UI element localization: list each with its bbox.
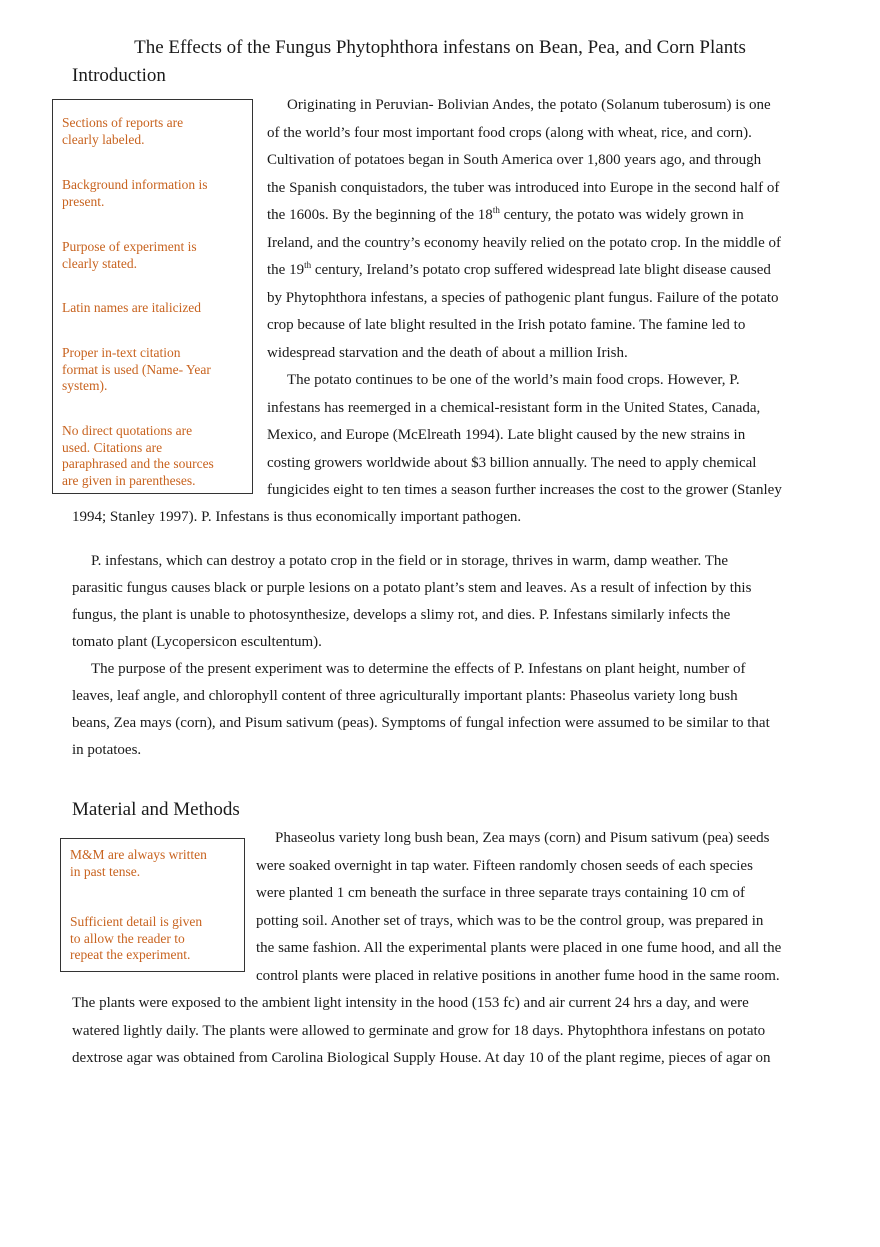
intro-paragraph-line: the Spanish conquistadors, the tuber was introduced into Europe in the second half of xyxy=(267,179,780,196)
margin-note-line: Sections of reports are xyxy=(62,115,184,130)
margin-note-box-intro xyxy=(52,99,253,494)
margin-note-line: in past tense. xyxy=(70,863,141,879)
margin-note-line: Background information is xyxy=(62,177,208,192)
margin-note-line: present. xyxy=(62,193,105,209)
margin-note-line: to allow the reader to xyxy=(70,930,185,946)
intro-paragraph-line: P. infestans, which can destroy a potato crop in the field or in storage, thrives in warm, damp weather. The xyxy=(91,553,729,569)
margin-note-line: paraphrased and the sources xyxy=(62,456,214,471)
margin-note-box-methods xyxy=(60,838,245,972)
document-title: The Effects of the Fungus Phytophthora infestans on Bean, Pea, and Corn Plants xyxy=(134,37,746,58)
intro-paragraph-line: infestans has reemerged in a chemical-resistant form in the United States, Canada, xyxy=(267,399,761,416)
intro-paragraph-line: costing growers worldwide about $3 billion annually. The need to apply chemical xyxy=(267,454,757,471)
methods-paragraph-line: the same fashion. All the experimental plants were placed in one fume hood, and all the xyxy=(256,940,782,956)
intro-paragraph-line: widespread starvation and the death of about a million Irish. xyxy=(267,344,628,361)
methods-paragraph-line: The plants were exposed to the ambient light intensity in the hood (153 fc) and air current 24 hrs a day, and were xyxy=(72,995,749,1011)
intro-paragraph-line: by Phytophthora infestans, a species of pathogenic plant fungus. Failure of the potato xyxy=(267,289,779,306)
methods-paragraph-line: control plants were placed in relative positions in another fume hood in the same room. xyxy=(256,967,780,984)
margin-note-line: M&M are always written xyxy=(70,847,207,862)
heading-materials-methods: Material and Methods xyxy=(72,799,240,820)
intro-paragraph-line: Mexico, and Europe (McElreath 1994). Late blight caused by the new strains in xyxy=(267,427,746,443)
margin-note-line: No direct quotations are xyxy=(62,423,193,438)
methods-paragraph-line: potting soil. Another set of trays, which was to be the control group, was prepared in xyxy=(256,912,764,929)
methods-paragraph-line: were soaked overnight in tap water. Fifteen randomly chosen seeds of each species xyxy=(256,857,753,874)
margin-note-line: system). xyxy=(62,378,108,393)
margin-note-line: clearly stated. xyxy=(62,255,137,271)
intro-paragraph-line: the 19th century, Ireland’s potato crop suffered widespread late blight disease caused xyxy=(267,260,771,278)
intro-paragraph-line: The potato continues to be one of the world’s main food crops. However, P. xyxy=(287,372,740,388)
intro-paragraph-line: leaves, leaf angle, and chlorophyll content of three agriculturally important plants: Phaseolus variety long bush xyxy=(72,688,738,704)
intro-paragraph-line: Ireland, and the country’s economy heavily relied on the potato crop. In the middle of xyxy=(267,234,782,251)
intro-paragraph-line: 1994; Stanley 1997). P. Infestans is thus economically important pathogen. xyxy=(72,509,522,525)
methods-paragraph-line: dextrose agar was obtained from Carolina Biological Supply House. At day 10 of the plant regime, pieces of agar on xyxy=(72,1050,771,1066)
margin-note-line: Sufficient detail is given xyxy=(70,914,203,929)
methods-paragraph-line: Phaseolus variety long bush bean, Zea mays (corn) and Pisum sativum (pea) seeds xyxy=(275,830,770,846)
methods-paragraph-line: were planted 1 cm beneath the surface in three separate trays containing 10 cm of xyxy=(256,885,745,901)
margin-note-line: Proper in-text citation xyxy=(62,345,181,360)
intro-paragraph-line: the 1600s. By the beginning of the 18th century, the potato was widely grown in xyxy=(267,205,744,223)
intro-paragraph-line: beans, Zea mays (corn), and Pisum sativum (peas). Symptoms of fungal infection were assumed to be similar to that xyxy=(72,715,770,731)
margin-note-line: Purpose of experiment is xyxy=(62,239,197,254)
heading-introduction: Introduction xyxy=(72,65,166,86)
margin-note-line: format is used (Name- Year xyxy=(62,361,211,377)
intro-paragraph-line: of the world’s four most important food crops (along with wheat, rice, and corn). xyxy=(267,124,752,141)
margin-note-line: repeat the experiment. xyxy=(70,947,191,962)
margin-note-line: Latin names are italicized xyxy=(62,300,202,315)
intro-paragraph-line: Cultivation of potatoes began in South America over 1,800 years ago, and through xyxy=(267,152,762,168)
margin-note-line: clearly labeled. xyxy=(62,131,145,147)
intro-paragraph-line: The purpose of the present experiment was to determine the effects of P. Infestans on plant height, number of xyxy=(91,661,746,677)
margin-note-line: are given in parentheses. xyxy=(62,472,196,488)
intro-paragraph-line: in potatoes. xyxy=(72,742,142,758)
intro-paragraph-line: crop because of late blight resulted in the Irish potato famine. The famine led to xyxy=(267,317,746,333)
intro-paragraph-line: fungicides eight to ten times a season further increases the cost to the grower (Stanley xyxy=(267,482,782,498)
intro-paragraph-line: tomato plant (Lycopersicon escultentum). xyxy=(72,634,322,650)
margin-note-line: used. Citations are xyxy=(62,439,163,455)
intro-paragraph-line: fungus, the plant is unable to photosynthesize, develops a slimy rot, and dies. P. Infestans similarly infects the xyxy=(72,607,731,623)
methods-paragraph-line: watered lightly daily. The plants were allowed to germinate and grow for 18 days. Phytophthora infestans on potato xyxy=(72,1022,766,1039)
intro-paragraph-line: parasitic fungus causes black or purple lesions on a potato plant’s stem and leaves. As a result of infection by this xyxy=(72,580,752,596)
intro-paragraph-line: Originating in Peruvian- Bolivian Andes, the potato (Solanum tuberosum) is one xyxy=(287,97,771,113)
